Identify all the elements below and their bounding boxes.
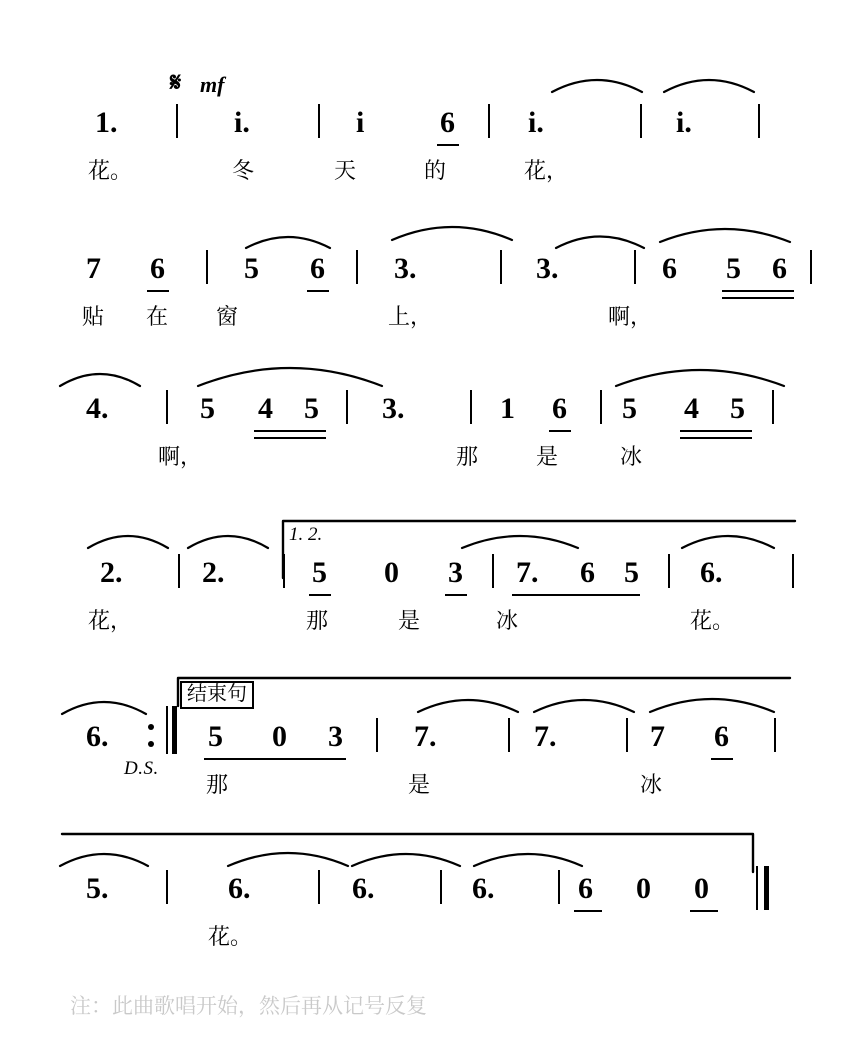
barline — [318, 104, 320, 138]
beam — [574, 910, 602, 912]
beam — [711, 758, 733, 760]
final-barline — [764, 866, 769, 910]
note: 3. — [536, 252, 559, 285]
dynamic-mf: mf — [200, 72, 225, 97]
beam — [147, 290, 169, 292]
footer-note: 注：此曲歌唱开始，然后再从记号反复 — [70, 994, 427, 1018]
note: 6 — [662, 252, 677, 285]
lyric: 是 — [536, 444, 559, 469]
beam — [680, 437, 752, 439]
note: 3. — [394, 252, 417, 285]
lyric: 窗 — [216, 304, 239, 329]
lyric: 天 — [334, 158, 357, 183]
beam — [254, 437, 326, 439]
note: 6 — [310, 252, 325, 285]
beam — [307, 290, 329, 292]
note: 5 — [244, 252, 259, 285]
note: 7. — [516, 556, 539, 589]
barline — [440, 870, 442, 904]
note: 7 — [650, 720, 665, 753]
lyric: 的 — [424, 158, 447, 183]
barline — [488, 104, 490, 138]
beam — [680, 430, 752, 432]
note: 3 — [448, 556, 463, 589]
note: 5 — [622, 392, 637, 425]
lyric: 上， — [388, 304, 433, 329]
barline — [758, 104, 760, 138]
note: 2. — [100, 556, 123, 589]
barline — [626, 718, 628, 752]
note: 5 — [730, 392, 745, 425]
beam — [254, 430, 326, 432]
note: 6 — [772, 252, 787, 285]
note: 0 — [384, 556, 399, 589]
note: 7. — [534, 720, 557, 753]
barline — [772, 390, 774, 424]
lyric: 是 — [408, 772, 431, 797]
note: 6 — [714, 720, 729, 753]
barline — [668, 554, 670, 588]
barline — [356, 250, 358, 284]
barline — [318, 870, 320, 904]
note: i. — [234, 106, 250, 139]
note: 4 — [258, 392, 273, 425]
note: 2. — [202, 556, 225, 589]
lyric: 冰 — [620, 444, 643, 469]
barline-thick — [172, 706, 177, 754]
note: 5 — [200, 392, 215, 425]
barline — [176, 104, 178, 138]
barline — [500, 250, 502, 284]
note: 6 — [580, 556, 595, 589]
ending-box-label: 结束句 — [180, 681, 254, 709]
note: 6 — [440, 106, 455, 139]
lyric: 啊， — [158, 444, 203, 469]
note: 5 — [208, 720, 223, 753]
lyric: 花。 — [88, 158, 133, 183]
note: 6 — [150, 252, 165, 285]
beam — [437, 144, 459, 146]
barline — [558, 870, 560, 904]
note: 3 — [328, 720, 343, 753]
lyric: 那 — [456, 444, 479, 469]
lyric: 在 — [146, 304, 169, 329]
barline — [346, 390, 348, 424]
barline — [206, 250, 208, 284]
beam — [445, 594, 467, 596]
beam — [722, 290, 794, 292]
volta-label: 1. 2. — [289, 524, 323, 545]
beam — [309, 594, 331, 596]
lyric: 那 — [206, 772, 229, 797]
barline — [600, 390, 602, 424]
note: 6. — [228, 872, 251, 905]
note: i. — [528, 106, 544, 139]
note: 4 — [684, 392, 699, 425]
barline — [756, 866, 758, 910]
note: 4. — [86, 392, 109, 425]
note: 5 — [304, 392, 319, 425]
barline — [166, 706, 168, 754]
barline — [166, 870, 168, 904]
note: 1. — [95, 106, 118, 139]
barline — [470, 390, 472, 424]
barline — [166, 390, 168, 424]
beam — [690, 910, 718, 912]
lyric: 那 — [306, 608, 329, 633]
note: 5 — [312, 556, 327, 589]
lyric: 花。 — [690, 608, 735, 633]
lyric: 花。 — [208, 924, 253, 949]
barline — [508, 718, 510, 752]
note: 6 — [578, 872, 593, 905]
barline — [634, 250, 636, 284]
barline — [640, 104, 642, 138]
lyric: 贴 — [82, 304, 105, 329]
beam — [512, 594, 640, 596]
segno-icon: 𝄋 — [170, 68, 182, 97]
beam — [204, 758, 346, 760]
lyric: 啊， — [608, 304, 653, 329]
note: i. — [676, 106, 692, 139]
note: i — [356, 106, 365, 139]
barline — [283, 554, 285, 588]
barline — [376, 718, 378, 752]
lyric: 是 — [398, 608, 421, 633]
note: 6. — [86, 720, 109, 753]
note: 0 — [694, 872, 709, 905]
note: 6. — [352, 872, 375, 905]
barline — [492, 554, 494, 588]
note: 5. — [86, 872, 109, 905]
beam — [549, 430, 571, 432]
lyric: 花， — [524, 158, 569, 183]
barline — [792, 554, 794, 588]
note: 5 — [726, 252, 741, 285]
note: 6 — [552, 392, 567, 425]
note: 0 — [272, 720, 287, 753]
lyric: 冰 — [496, 608, 519, 633]
barline — [178, 554, 180, 588]
note: 7 — [86, 252, 101, 285]
note: 1 — [500, 392, 515, 425]
lyric: 冬 — [232, 158, 255, 183]
lyric: 花， — [88, 608, 133, 633]
note: 6. — [700, 556, 723, 589]
note: 3. — [382, 392, 405, 425]
note: 5 — [624, 556, 639, 589]
beam — [722, 297, 794, 299]
note: 7. — [414, 720, 437, 753]
barline — [810, 250, 812, 284]
note: 0 — [636, 872, 651, 905]
barline — [774, 718, 776, 752]
lyric: 冰 — [640, 772, 663, 797]
ds-mark: D.S. — [124, 758, 159, 779]
note: 6. — [472, 872, 495, 905]
repeat-dots-icon — [148, 724, 155, 747]
